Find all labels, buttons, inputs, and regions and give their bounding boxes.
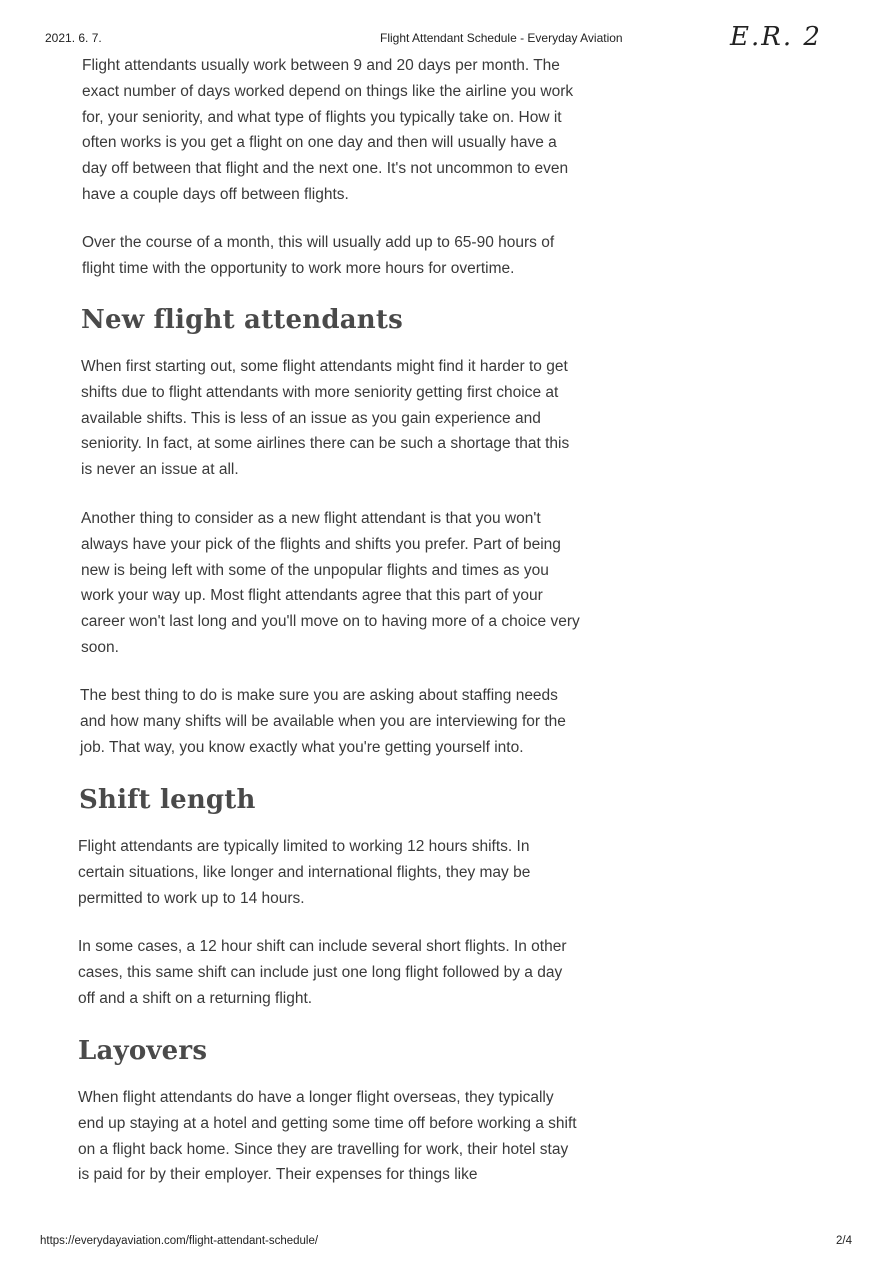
section-heading-layovers: Layovers bbox=[78, 1036, 208, 1066]
print-page-url: https://everydayaviation.com/flight-attendant-schedule/ bbox=[40, 1235, 319, 1247]
handwritten-annotation: E.R. 2 bbox=[730, 22, 822, 52]
intro-paragraph-1: Flight attendants usually work between 9 and 20 days per month. The exact number of days worked depend on things like the airline you work for, your seniority, and what type of flights you typically take on. How it often works is you get a flight on one day and then will usually have a day off between that flight and the next one. It's not uncommon to even have a couple days off between flights. bbox=[82, 57, 574, 203]
section-paragraph: In some cases, a 12 hour shift can include several short flights. In other cases, this same shift can include just one long flight followed by a day off and a shift on a returning flight. bbox=[78, 938, 567, 1007]
section-paragraph: Flight attendants are typically limited to working 12 hours shifts. In certain situations, like longer and international flights, they may be permitted to work up to 14 hours. bbox=[78, 838, 531, 907]
section-paragraph: When first starting out, some flight attendants might find it harder to get shifts due to flight attendants with more seniority getting first choice at available shifts. This is less of an issue as you gain experience and seniority. In fact, at some airlines there can be such a shortage that this is never an issue at all. bbox=[81, 358, 570, 479]
section-heading-new-flight-attendants: New flight attendants bbox=[81, 305, 403, 335]
section-paragraph: When flight attendants do have a longer flight overseas, they typically end up staying at a hotel and getting some time off before working a shift on a flight back home. Since they are travelling for work, their hotel stay is paid for by their employer. Their expenses for things like bbox=[78, 1089, 577, 1184]
section-paragraph: Another thing to consider as a new flight attendant is that you won't always have your pick of the flights and shifts you prefer. Part of being new is being left with some of the unpopular flights and times as you work your way up. Most flight attendants agree that this part of your career won't last long and you'll move on to having more of a choice very soon. bbox=[81, 510, 580, 656]
section-paragraph: The best thing to do is make sure you are asking about staffing needs and how many shifts will be available when you are interviewing for the job. That way, you know exactly what you're getting yourself into. bbox=[80, 687, 566, 756]
print-page-title: Flight Attendant Schedule - Everyday Aviation bbox=[380, 31, 623, 45]
intro-paragraph-2: Over the course of a month, this will usually add up to 65-90 hours of flight time with the opportunity to work more hours for overtime. bbox=[82, 234, 555, 277]
section-heading-shift-length: Shift length bbox=[79, 785, 256, 815]
print-date: 2021. 6. 7. bbox=[45, 31, 102, 45]
print-page-number: 2/4 bbox=[836, 1235, 852, 1247]
